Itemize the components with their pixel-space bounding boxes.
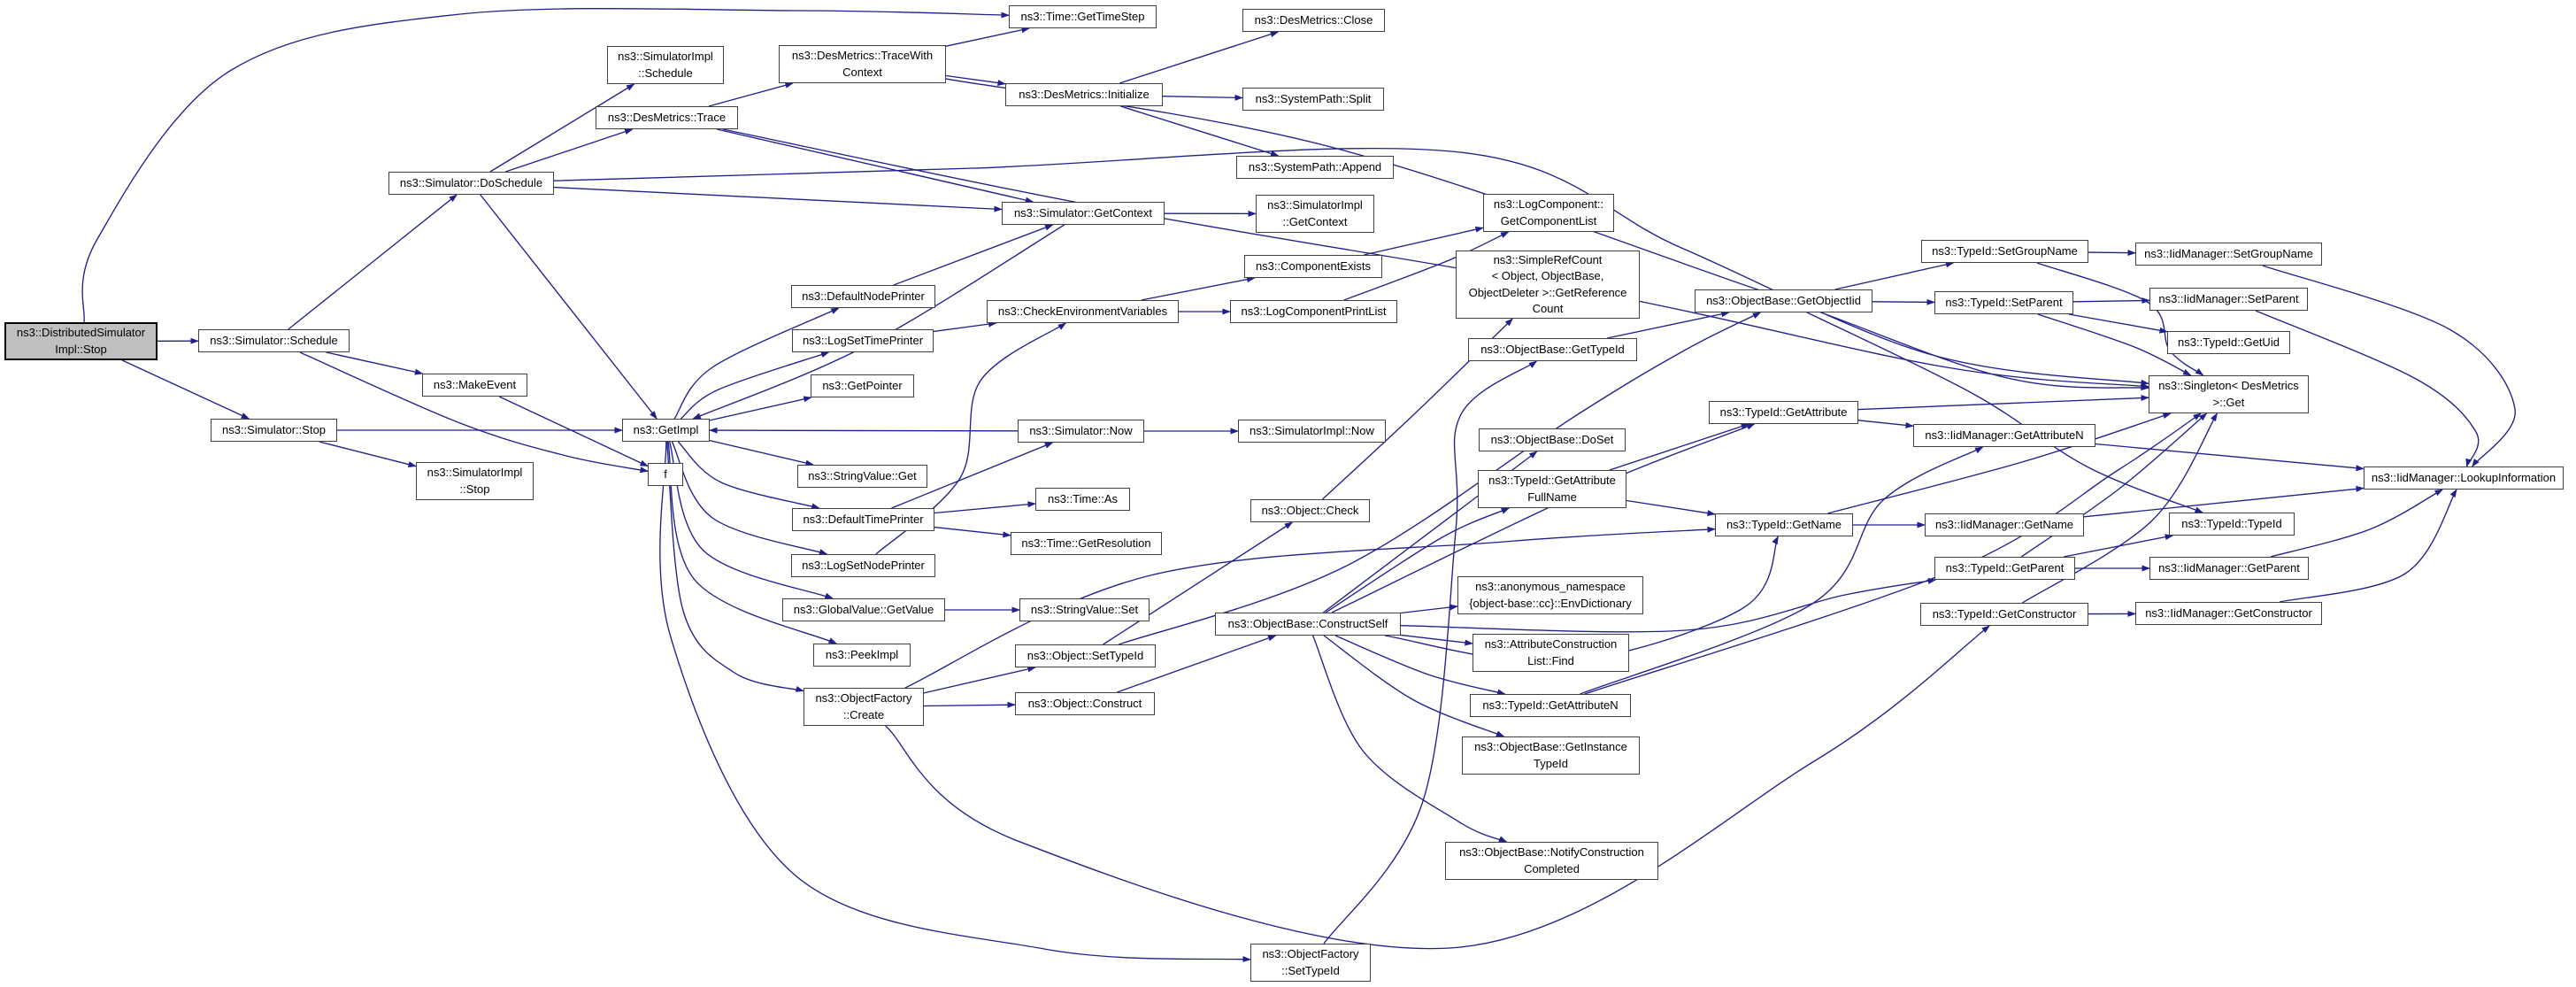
- edge-tid-gafn--tid-getattr: [1610, 424, 1749, 470]
- node-tid-getattrn[interactable]: [1470, 694, 1631, 717]
- node-label: ns3::ObjectFactory: [815, 691, 912, 706]
- node-obj-check[interactable]: [1250, 499, 1370, 522]
- node-label: ns3::SimulatorImpl: [618, 50, 713, 64]
- edge-getimpl--default-node-printer: [674, 308, 839, 419]
- edge-tid-setgroupname--singleton-get: [2037, 263, 2203, 375]
- node-label: Impl::Stop: [55, 342, 107, 356]
- edge-getimpl--get-pointer: [710, 397, 811, 420]
- node-label: ns3::LogSetTimePrinter: [802, 333, 924, 347]
- node-time-as[interactable]: [1035, 488, 1130, 511]
- node-label: ns3::ObjectBase::DoSet: [1490, 432, 1614, 446]
- node-iid-setgroupname[interactable]: [2135, 243, 2322, 266]
- node-label: ns3::Object::SetTypeId: [1027, 648, 1144, 662]
- node-label: ns3::MakeEvent: [433, 377, 517, 391]
- node-sim-getctx[interactable]: [1002, 202, 1165, 225]
- node-sim-schedule[interactable]: [198, 329, 350, 352]
- node-iid-getctor[interactable]: [2135, 602, 2322, 625]
- node-label: ns3::Singleton< DesMetrics: [2158, 379, 2299, 393]
- node-label: GetComponentList: [1500, 213, 1597, 227]
- node-label: ::Create: [842, 707, 885, 721]
- node-label: ns3::IidManager::SetGroupName: [2144, 246, 2313, 260]
- edge-default-node-printer--sim-getctx: [894, 225, 1053, 285]
- node-check-env[interactable]: [987, 300, 1179, 323]
- edge-getimpl--of-settypeid: [660, 442, 1250, 960]
- node-singleton-get[interactable]: [2149, 375, 2309, 413]
- node-label: ns3::SimpleRefCount: [1493, 252, 1603, 266]
- node-label: ns3::SystemPath::Split: [1255, 91, 1372, 105]
- node-label: ns3::LogSetNodePrinter: [802, 558, 925, 572]
- node-label: ns3::IidManager::GetConstructor: [2145, 605, 2312, 620]
- edge-sim-now--getimpl: [710, 430, 1018, 431]
- node-label: ::GetContext: [1282, 214, 1348, 228]
- node-label: ns3::TypeId::GetAttributeN: [1482, 698, 1619, 712]
- node-label: Completed: [1524, 861, 1580, 875]
- edge-default-time-printer--time-as: [934, 504, 1035, 513]
- node-label: ::Stop: [459, 482, 490, 496]
- edge-ob-constructself--acl-find: [1401, 635, 1473, 644]
- node-obj-construct[interactable]: [1015, 692, 1155, 715]
- node-log-get-comp-list[interactable]: [1483, 194, 1614, 232]
- node-label: ns3::Time::GetTimeStep: [1020, 9, 1145, 23]
- node-label: ns3::TypeId::GetParent: [1945, 560, 2065, 574]
- node-label: ns3::anonymous_namespace: [1475, 580, 1626, 594]
- node-label: ns3::DefaultTimePrinter: [803, 512, 924, 526]
- node-label: >::Get: [2212, 395, 2245, 409]
- node-obj-settypeid[interactable]: [1015, 644, 1156, 667]
- node-label: ns3::SimulatorImpl: [1267, 198, 1363, 212]
- edge-des-init--sp-append: [1120, 106, 1278, 156]
- node-label: {object-base::cc}::EnvDictionary: [1469, 596, 1632, 610]
- edge-tid-setparent--iid-setparent: [2073, 300, 2149, 301]
- node-tid-gafn[interactable]: [1478, 470, 1626, 508]
- node-label: f: [664, 467, 667, 481]
- node-sp-append[interactable]: [1236, 156, 1394, 179]
- node-tid-getparent[interactable]: [1934, 557, 2075, 580]
- node-label: List::Find: [1527, 653, 1574, 667]
- edge-of-create--tid-getctor: [886, 626, 1990, 949]
- node-label: ns3::Time::GetResolution: [1021, 536, 1151, 550]
- edge-sim-schedule--do-schedule: [288, 195, 457, 329]
- edge-ob-getobjectiid--tid-setgroupname: [1835, 263, 1954, 289]
- node-do-schedule[interactable]: [388, 172, 554, 195]
- node-label: ns3::TypeId::GetAttribute: [1488, 474, 1616, 488]
- node-env-dictionary[interactable]: [1457, 576, 1643, 614]
- edge-ob-getobjectiid--tid-tid: [1807, 312, 2203, 513]
- node-simple-refcount[interactable]: [1456, 251, 1640, 319]
- node-des-twc[interactable]: [779, 45, 946, 83]
- edge-tid-getattr--iid-getattrn: [1858, 420, 1913, 427]
- node-label: ns3::GetPointer: [822, 378, 903, 392]
- node-label: ns3::ObjectBase::GetInstance: [1474, 740, 1627, 754]
- node-tid-setgroupname[interactable]: [1921, 240, 2088, 263]
- node-label: ns3::CheckEnvironmentVariables: [997, 304, 1168, 318]
- node-label: ns3::Simulator::Now: [1029, 423, 1133, 437]
- node-label: ns3::GetImpl: [633, 422, 699, 436]
- edge-des-trace--sim-getctx: [717, 129, 1033, 202]
- node-label: ns3::ObjectBase::ConstructSelf: [1227, 616, 1388, 630]
- node-label: ns3::TypeId::GetConstructor: [1932, 606, 2077, 621]
- edge-ob-getobjectiid--tid-setparent: [1872, 302, 1934, 303]
- node-label: ns3::StringValue::Set: [1030, 602, 1139, 616]
- node-label: Context: [842, 65, 882, 79]
- node-label: ::Schedule: [638, 66, 693, 80]
- node-ob-gettypeid[interactable]: [1468, 338, 1637, 361]
- node-label: ObjectDeleter >::GetReference: [1468, 285, 1627, 299]
- node-iid-getname[interactable]: [1925, 513, 2084, 536]
- node-label: ns3::Object::Construct: [1027, 696, 1142, 710]
- node-label: ns3::SimulatorImpl::Now: [1250, 423, 1374, 437]
- node-label: Count: [1532, 301, 1564, 315]
- node-label: ns3::StringValue::Get: [808, 468, 917, 482]
- edge-getimpl--sv-get: [710, 441, 813, 465]
- node-label: ns3::IidManager::GetAttributeN: [1925, 428, 2084, 442]
- node-ob-notify[interactable]: [1445, 842, 1658, 880]
- edge-sim-stop--simimpl-stop: [319, 442, 416, 467]
- node-label: ::SetTypeId: [1281, 963, 1340, 977]
- node-sim-now[interactable]: [1018, 420, 1144, 443]
- node-sim-stop[interactable]: [211, 419, 337, 442]
- node-label: ns3::SystemPath::Append: [1248, 159, 1382, 173]
- edge-iid-getctor--iid-lookup: [2280, 490, 2457, 602]
- node-label: ns3::IidManager::SetParent: [2158, 291, 2299, 305]
- node-label: FullName: [1527, 490, 1577, 504]
- node-of-create[interactable]: [804, 688, 924, 726]
- node-sv-get[interactable]: [797, 465, 927, 488]
- node-label: ns3::LogComponentPrintList: [1241, 304, 1387, 318]
- node-tid-getattr[interactable]: [1709, 401, 1858, 424]
- edge-check-env--comp-exists: [1142, 278, 1255, 300]
- node-tid-getuid[interactable]: [2167, 331, 2290, 354]
- node-time-getres[interactable]: [1011, 532, 1162, 555]
- node-comp-exists[interactable]: [1244, 255, 1382, 278]
- node-log-print-list[interactable]: [1230, 300, 1397, 323]
- edge-iid-getparent--iid-lookup: [2271, 490, 2442, 557]
- node-des-close[interactable]: [1242, 9, 1385, 32]
- node-iid-getattrn[interactable]: [1913, 424, 2095, 447]
- node-label: ns3::GlobalValue::GetValue: [793, 602, 934, 616]
- node-label: ns3::ObjectBase::NotifyConstruction: [1459, 845, 1644, 860]
- node-des-trace[interactable]: [596, 106, 738, 129]
- edge-getimpl--log-set-time-printer: [681, 352, 828, 419]
- node-label: ns3::ObjectBase::GetTypeId: [1480, 342, 1625, 356]
- edge-sim-schedule--f: [300, 352, 648, 471]
- node-ob-constructself[interactable]: [1215, 613, 1401, 636]
- node-label: ns3::Time::As: [1048, 491, 1118, 505]
- node-label: ns3::DefaultNodePrinter: [802, 289, 925, 303]
- edge-log-set-time-printer--check-env: [934, 323, 996, 331]
- edge-des-init--sp-split: [1163, 96, 1242, 98]
- node-iid-setparent[interactable]: [2149, 288, 2308, 311]
- node-f[interactable]: [648, 463, 683, 486]
- node-label: < Object, ObjectBase,: [1491, 269, 1604, 283]
- edge-des-init--des-close: [1119, 32, 1278, 83]
- node-label: ns3::PeekImpl: [825, 647, 899, 661]
- node-default-node-printer[interactable]: [791, 285, 935, 308]
- node-des-init[interactable]: [1005, 83, 1163, 106]
- node-get-pointer[interactable]: [811, 374, 914, 397]
- node-sp-split[interactable]: [1242, 88, 1384, 111]
- node-label: ns3::TypeId::GetAttribute: [1719, 405, 1848, 419]
- edge-tid-gafn--tid-getname: [1626, 501, 1715, 514]
- node-label: ns3::ComponentExists: [1255, 258, 1372, 273]
- edge-getimpl--of-create: [667, 442, 804, 691]
- node-label: ns3::Simulator::Stop: [221, 422, 327, 436]
- node-ob-doset[interactable]: [1479, 428, 1626, 451]
- node-label: ns3::TypeId::SetGroupName: [1932, 243, 2078, 258]
- node-simimpl-schedule[interactable]: [607, 46, 724, 84]
- node-label: ns3::TypeId::TypeId: [2181, 516, 2282, 530]
- node-label: ns3::ObjectFactory: [1262, 947, 1359, 961]
- node-label: ns3::TypeId::GetUid: [2178, 335, 2280, 349]
- node-default-time-printer[interactable]: [792, 508, 934, 531]
- edge-tid-setgroupname--iid-setgroupname: [2088, 252, 2135, 253]
- node-label: ns3::TypeId::GetName: [1726, 517, 1842, 531]
- node-label: ns3::IidManager::GetName: [1934, 517, 2074, 531]
- node-label: ns3::LogComponent::: [1493, 197, 1604, 212]
- node-label: ns3::TypeId::SetParent: [1945, 295, 2063, 309]
- edge-of-create--obj-settypeid: [924, 667, 1035, 693]
- node-iid-lookup[interactable]: [2364, 467, 2564, 490]
- node-simimpl-stop[interactable]: [416, 462, 534, 500]
- edge-default-time-printer--time-getres: [934, 528, 1011, 536]
- node-tid-tid[interactable]: [2169, 513, 2295, 536]
- node-label: ns3::DesMetrics::Trace: [607, 110, 727, 124]
- edge-root--sim-stop: [122, 360, 249, 419]
- node-simimpl-getctx[interactable]: [1256, 195, 1374, 233]
- node-acl-find[interactable]: [1473, 634, 1629, 672]
- edge-do-schedule--sim-getctx: [554, 188, 1002, 210]
- node-label: ns3::Simulator::Schedule: [210, 333, 338, 347]
- node-label: ns3::DistributedSimulator: [16, 326, 146, 340]
- node-make-event[interactable]: [422, 374, 527, 397]
- node-label: ns3::ObjectBase::GetObjectIid: [1706, 293, 1861, 307]
- node-log-set-node-printer[interactable]: [791, 554, 935, 577]
- node-ob-getinstancetypeid[interactable]: [1462, 736, 1640, 775]
- node-label: ns3::Object::Check: [1261, 503, 1359, 517]
- edge-obj-settypeid--ob-getobjectiid: [1119, 312, 1760, 644]
- node-label: ns3::Simulator::DoSchedule: [399, 175, 543, 189]
- edge-des-trace--des-twc: [709, 83, 793, 106]
- node-iid-getparent[interactable]: [2149, 557, 2309, 580]
- edge-getimpl--log-set-node-printer: [672, 442, 827, 554]
- node-label: ns3::DesMetrics::TraceWith: [791, 49, 934, 63]
- node-tid-getname[interactable]: [1715, 513, 1853, 536]
- edge-iid-getattrn--iid-lookup: [2095, 444, 2364, 469]
- node-getimpl[interactable]: [622, 419, 710, 442]
- node-sv-set[interactable]: [1019, 598, 1150, 621]
- node-log-set-time-printer[interactable]: [792, 329, 934, 352]
- node-label: ns3::SimulatorImpl: [427, 466, 523, 480]
- node-peekimpl[interactable]: [813, 644, 911, 667]
- edge-of-create--obj-construct: [924, 705, 1015, 706]
- edge-tid-getattr--singleton-get: [1858, 397, 2149, 409]
- node-label: ns3::AttributeConstruction: [1484, 637, 1618, 652]
- node-label: ns3::Simulator::GetContext: [1013, 205, 1153, 220]
- node-gv-getvalue[interactable]: [782, 598, 945, 621]
- node-label: ns3::DesMetrics::Close: [1254, 12, 1373, 27]
- node-simimpl-now[interactable]: [1238, 420, 1386, 443]
- node-of-settypeid[interactable]: [1250, 944, 1371, 982]
- node-label: ns3::IidManager::GetParent: [2158, 560, 2300, 574]
- node-ob-getobjectiid[interactable]: [1695, 289, 1872, 312]
- node-tid-getctor[interactable]: [1920, 603, 2088, 626]
- node-root[interactable]: [4, 322, 158, 360]
- node-label: TypeId: [1533, 756, 1569, 770]
- edge-des-twc--des-init: [946, 76, 1005, 84]
- node-label: ns3::DesMetrics::Initialize: [1019, 87, 1150, 101]
- node-time-getts[interactable]: [1009, 5, 1157, 28]
- edge-des-twc--time-getts: [946, 28, 1029, 46]
- edge-tid-getattrn--iid-getattrn: [1580, 447, 1983, 694]
- node-tid-setparent[interactable]: [1934, 291, 2073, 314]
- node-label: ns3::IidManager::LookupInformation: [2371, 470, 2557, 484]
